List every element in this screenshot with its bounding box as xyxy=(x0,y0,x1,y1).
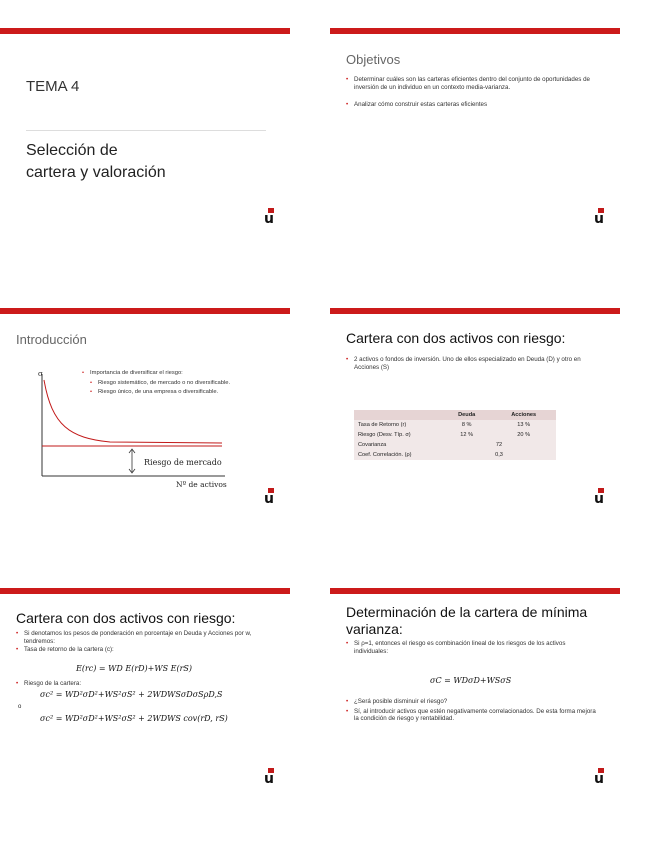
slide-top-bar xyxy=(330,308,620,314)
bullet-list xyxy=(82,370,272,399)
bullet-list xyxy=(346,698,596,731)
slide-1 xyxy=(0,28,290,238)
slide-6 xyxy=(330,588,620,798)
slide-top-bar xyxy=(0,588,290,594)
covariance-equation: σc² = WD²σD²+WS²σS² + 2WDWS cov(rD, rS) xyxy=(40,714,228,723)
university-logo: u xyxy=(264,768,278,786)
slide-2 xyxy=(330,28,620,238)
university-logo: u xyxy=(264,208,278,226)
bullet-list xyxy=(346,356,596,379)
variance-equation: σc² = WD²σD²+WS²σS² + 2WDWSσDσSρD,S xyxy=(40,690,223,699)
table-cell: Coef. Correlación. (ρ) xyxy=(354,450,442,460)
slide-3 xyxy=(0,308,290,518)
list-item: • Determinar cuáles son las carteras eficientes dentro del conjunto de oportunidades de inversión de un individuo en un contexto media-varianza. xyxy=(346,76,596,91)
slide-title: Cartera con dos activos con riesgo: xyxy=(346,330,566,346)
y-axis-label: σ xyxy=(38,370,43,378)
min-variance-equation: σC = WDσD+WSσS xyxy=(430,676,512,685)
slide-top-bar xyxy=(0,308,290,314)
table-row xyxy=(354,440,556,450)
university-logo: u xyxy=(264,488,278,506)
slide-title: Objetivos xyxy=(346,52,401,67)
list-item: • Analizar cómo construir estas carteras eficientes xyxy=(346,101,596,109)
university-logo: u xyxy=(594,208,608,226)
table-cell: 20 % xyxy=(491,430,556,440)
slide-top-bar xyxy=(0,28,290,34)
slide-title: Determinación de la cartera de mínima varianza: xyxy=(346,604,588,637)
tema-title: TEMA 4 xyxy=(26,78,80,95)
table-header: Acciones xyxy=(491,410,556,420)
divider xyxy=(26,130,266,131)
slide-top-bar xyxy=(330,28,620,34)
slide-4 xyxy=(330,308,620,518)
list-item: • Importancia de diversificar el riesgo: xyxy=(82,370,272,378)
university-logo: u xyxy=(594,768,608,786)
table-row xyxy=(354,420,556,430)
list-subitem: • Riesgo único, de una empresa o diversificable. xyxy=(82,389,272,397)
bullet-list xyxy=(346,76,596,117)
list-item: • Si denotamos los pesos de ponderación en porcentaje en Deuda y Acciones por w, tendremos: xyxy=(16,630,266,645)
table-row xyxy=(354,430,556,440)
bullet-list xyxy=(16,680,266,688)
university-logo: u xyxy=(594,488,608,506)
table-cell: 8 % xyxy=(442,420,491,430)
list-item: • 2 activos o fondos de inversión. Uno de ellos especializado en Deuda (D) y otro en Acciones (S) xyxy=(346,356,596,371)
bullet-list xyxy=(346,640,596,663)
list-subitem: • Riesgo sistemático, de mercado o no diversificable. xyxy=(82,380,272,388)
table-cell: Tasa de Retorno (r) xyxy=(354,420,442,430)
slide-5 xyxy=(0,588,290,798)
list-item: • ¿Será posible disminuir el riesgo? xyxy=(346,698,596,706)
market-risk-label: Riesgo de mercado xyxy=(144,458,222,467)
table-cell: Riesgo (Desv. Típ. σ) xyxy=(354,430,442,440)
topic-title-line-1: Selección de xyxy=(26,142,118,159)
table-row xyxy=(354,450,556,460)
table-header xyxy=(354,410,442,420)
slide-title: Introducción xyxy=(16,332,87,347)
list-item: • Sí, al introducir activos que estén negativamente correlacionados. De esta forma mejora la condición de riesgo y rentabilidad. xyxy=(346,708,596,723)
list-item: • Riesgo de la cartera: xyxy=(16,680,266,688)
table-cell: 12 % xyxy=(442,430,491,440)
table-cell: 13 % xyxy=(491,420,556,430)
slide-top-bar xyxy=(330,588,620,594)
expected-return-equation: E(rc) = WD E(rD)+WS E(rS) xyxy=(76,664,193,673)
table-cell: 0,3 xyxy=(442,450,556,460)
assets-table xyxy=(354,410,556,460)
bullet-list xyxy=(16,630,266,655)
table-cell: 72 xyxy=(442,440,556,450)
table-header: Deuda xyxy=(442,410,491,420)
list-item: • Tasa de retorno de la cartera (c): xyxy=(16,646,266,654)
or-label: o xyxy=(18,704,22,710)
slide-title: Cartera con dos activos con riesgo: xyxy=(16,610,236,626)
table-header-row xyxy=(354,410,556,420)
table-cell: Covarianza xyxy=(354,440,442,450)
list-item: • Si ρ=1, entonces el riesgo es combinación lineal de los riesgos de los activos individuales: xyxy=(346,640,596,655)
topic-title-line-2: cartera y valoración xyxy=(26,164,166,181)
topic-title xyxy=(26,140,166,184)
x-axis-label: Nº de activos xyxy=(176,480,227,489)
